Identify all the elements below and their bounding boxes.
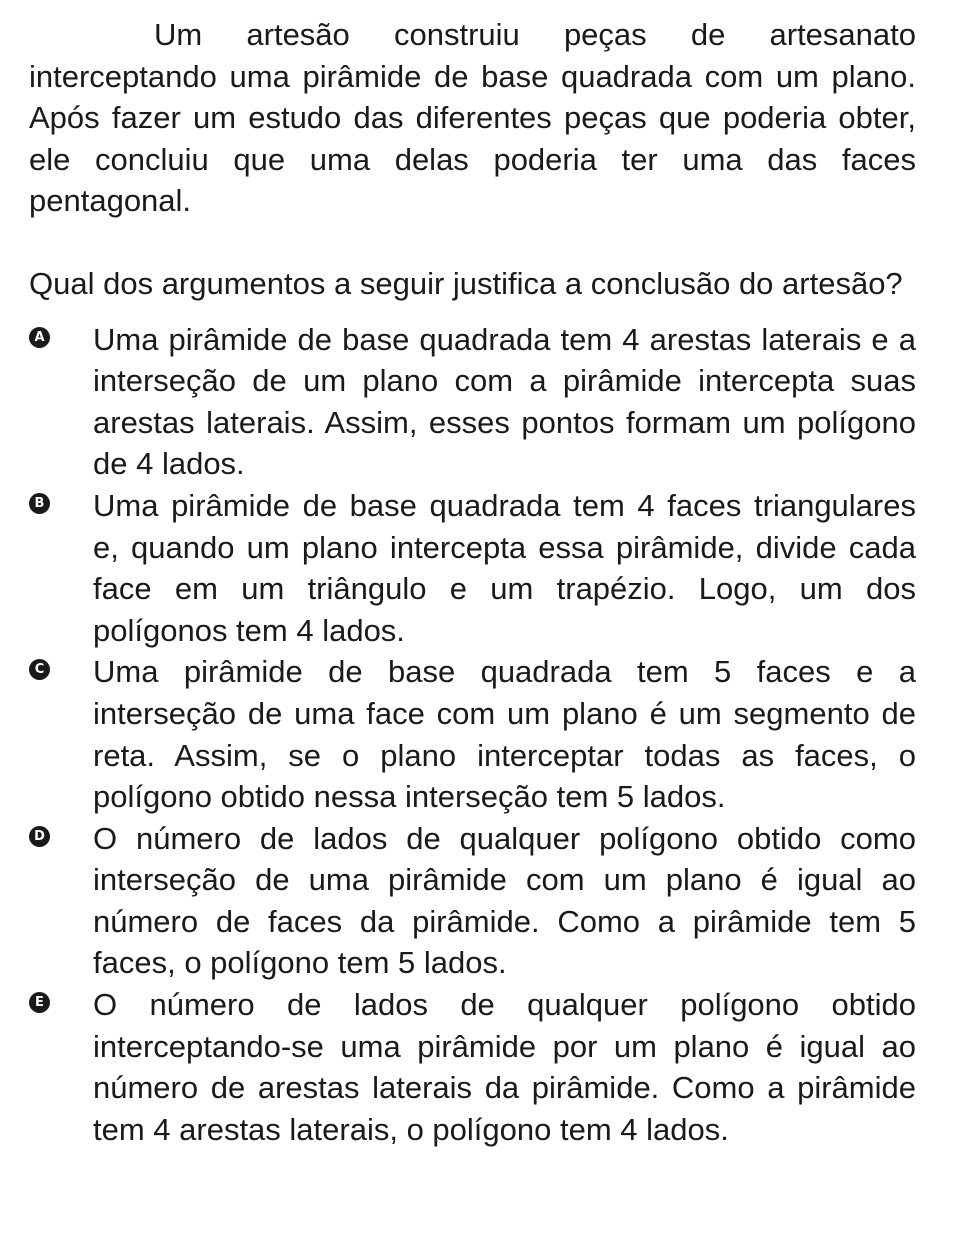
option-text-d: O número de lados de qualquer polígono obtido como interseção de uma pirâmide com um plano é igual ao número de faces da pirâmide. Como a pirâmide tem 5 faces, o polígono tem 5 lados. (93, 820, 916, 981)
option-letter-a-badge: A (29, 327, 50, 348)
answer-option-c[interactable] (29, 651, 916, 817)
answer-options-list (29, 319, 916, 1151)
option-text-b: Uma pirâmide de base quadrada tem 4 faces triangulares e, quando um plano intercepta essa pirâmide, divide cada face em um triângulo e um trapézio. Logo, um dos polígonos tem 4 lados. (93, 487, 916, 648)
answer-option-e[interactable] (29, 984, 916, 1150)
question-prompt: Qual dos argumentos a seguir justifica a conclusão do artesão? (29, 265, 903, 301)
option-text-c: Uma pirâmide de base quadrada tem 5 faces e a interseção de uma face com um plano é um segmento de reta. Assim, se o plano interceptar todas as faces, o polígono obtido nessa interseção tem 5 lados. (93, 654, 916, 815)
option-letter-c-badge: C (29, 659, 50, 680)
answer-option-a[interactable] (29, 319, 916, 485)
answer-option-d[interactable] (29, 818, 916, 984)
option-letter-b-badge: B (29, 493, 50, 514)
option-text-a: Uma pirâmide de base quadrada tem 4 arestas laterais e a interseção de um plano com a pirâmide intercepta suas arestas laterais. Assim, esses pontos formam um polígono de 4 lados. (93, 321, 916, 482)
answer-option-b[interactable] (29, 485, 916, 651)
option-text-e: O número de lados de qualquer polígono obtido interceptando-se uma pirâmide por um plano é igual ao número de arestas laterais da pirâmide. Como a pirâmide tem 4 arestas laterais, o polígono tem 4 lados. (93, 987, 916, 1147)
option-letter-d-badge: D (29, 826, 50, 847)
option-letter-e-badge: E (29, 992, 50, 1013)
question-stem: Um artesão construiu peças de artesanato interceptando uma pirâmide de base quadrada com um plano. Após fazer um estudo das diferentes peças que poderia obter, ele concluiu que uma delas poderia ter uma das faces pentagonal. (29, 17, 916, 219)
